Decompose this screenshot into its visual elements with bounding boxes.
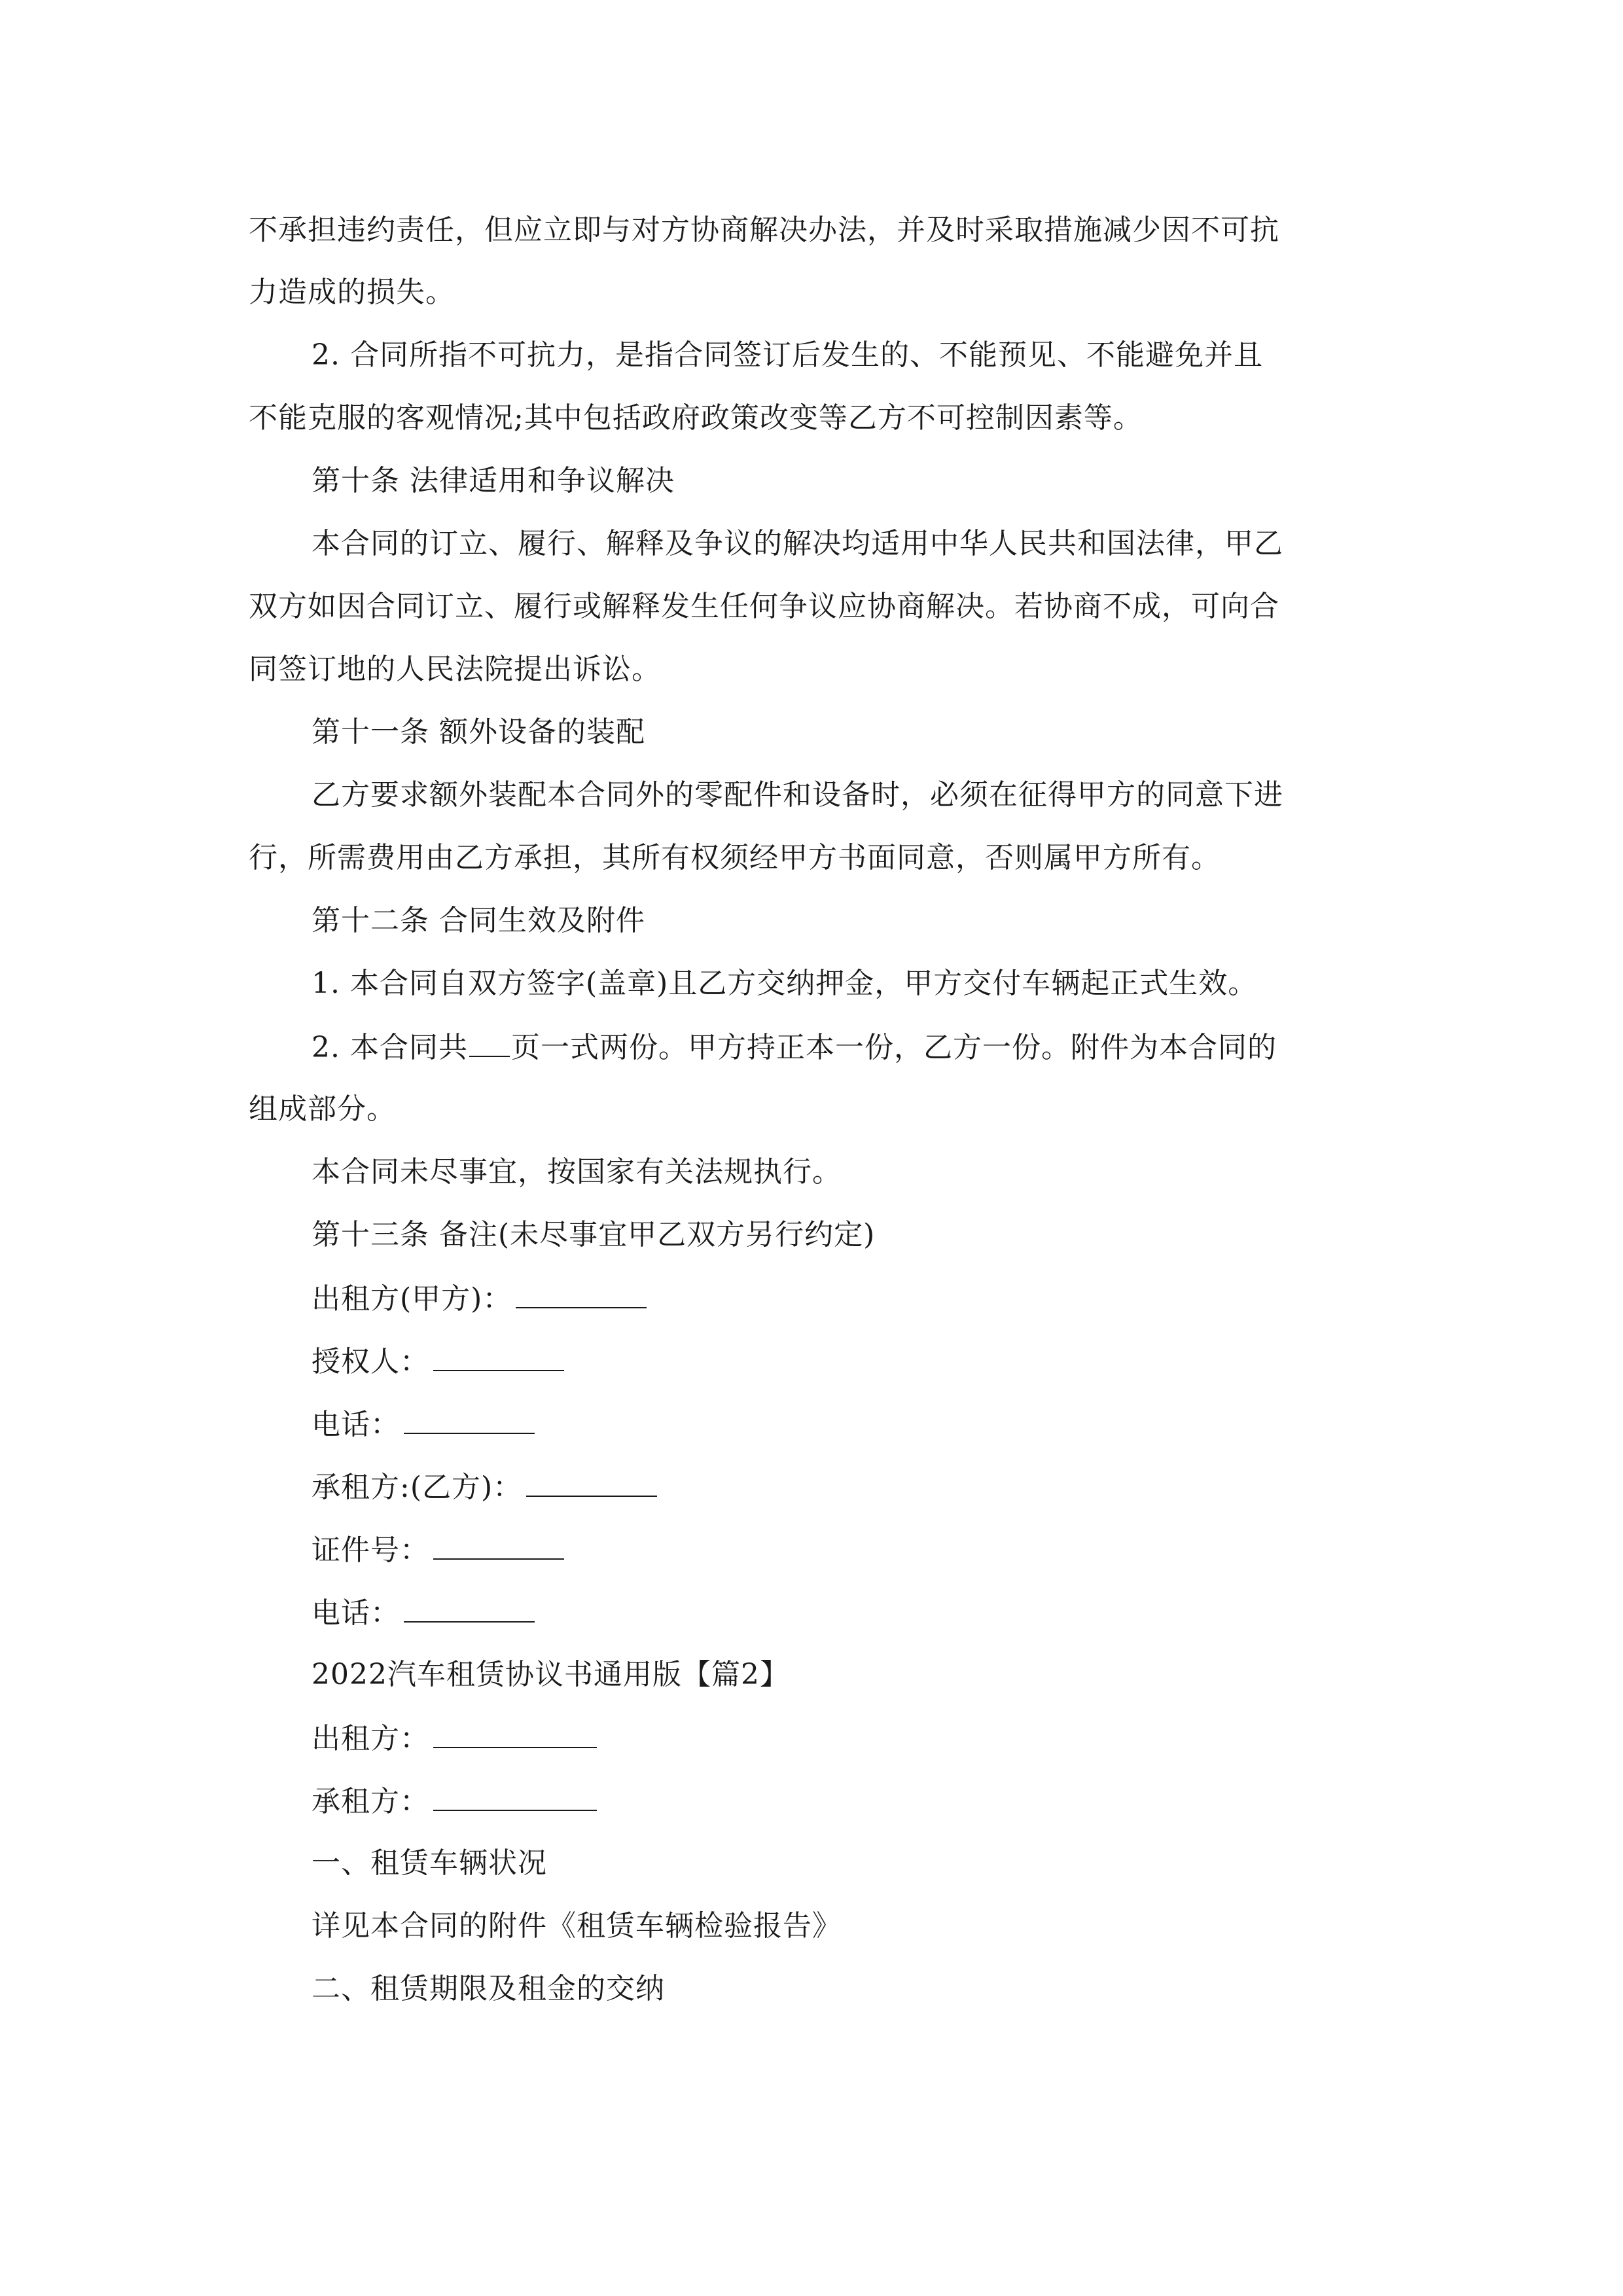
signature-field [312,1592,535,1633]
paragraph-line: 本合同的订立、履行、解释及争议的解决均适用中华人民共和国法律，甲乙 [312,527,1283,560]
paragraph-line: 行，所需费用由乙方承担，其所有权须经甲方书面同意，否则属甲方所有。 [249,841,1221,874]
field-label: 承租方:(乙方)： [312,1471,523,1504]
paragraph-line: 不承担违约责任，但应立即与对方协商解决办法，并及时采取措施减少因不可抗 [249,213,1279,247]
field-label: 出租方： [312,1722,429,1755]
field-label: 出租方(甲方)： [312,1282,512,1316]
fill-blank [404,1592,535,1623]
paragraph-line: 同签订地的人民法院提出诉讼。 [249,653,661,686]
section-heading: 第十一条 额外设备的装配 [312,715,645,749]
section-heading: 第十二条 合同生效及附件 [312,904,645,937]
paragraph-line: 双方如因合同订立、履行或解释发生任何争议应协商解决。若协商不成，可向合 [249,590,1279,623]
signature-field [312,1404,535,1444]
paragraph-text: 页一式两份。甲方持正本一份，乙方一份。附件为本合同的 [510,1031,1277,1064]
section-heading: 一、租赁车辆状况 [312,1846,547,1880]
paragraph-text: 2. 本合同共 [312,1031,468,1064]
fill-blank [433,1341,564,1371]
page-count-blank [469,1027,510,1057]
field-label: 授权人： [312,1345,429,1378]
fill-blank [433,1781,597,1811]
field-label: 承租方： [312,1785,429,1818]
signature-field [312,1467,657,1507]
section-heading: 二、租赁期限及租金的交纳 [312,1972,665,2005]
field-label: 证件号： [312,1534,429,1567]
paragraph-line: 本合同未尽事宜，按国家有关法规执行。 [312,1155,842,1189]
field-label: 电话： [312,1408,400,1441]
paragraph-line: 乙方要求额外装配本合同外的零配件和设备时，必须在征得甲方的同意下进 [312,778,1283,812]
signature-field [312,1278,647,1319]
section-heading: 第十三条 备注(未尽事宜甲乙双方另行约定) [312,1218,876,1251]
party-field [312,1781,597,1821]
paragraph-line: 2. 合同所指不可抗力，是指合同签订后发生的、不能预见、不能避免并且 [312,338,1263,372]
party-field [312,1718,597,1759]
article-title: 2022汽车租赁协议书通用版【篇2】 [312,1658,789,1691]
fill-blank [433,1530,564,1560]
signature-field [312,1341,564,1382]
paragraph-line: 组成部分。 [249,1092,396,1126]
paragraph-line: 1. 本合同自双方签字(盖章)且乙方交纳押金，甲方交付车辆起正式生效。 [312,967,1258,1000]
paragraph-line: 力造成的损失。 [249,276,455,309]
paragraph-line [312,1027,1277,1067]
fill-blank [433,1718,597,1748]
signature-field [312,1530,564,1570]
field-label: 电话： [312,1596,400,1630]
paragraph-line: 不能克服的客观情况;其中包括政府政策改变等乙方不可控制因素等。 [249,401,1143,435]
fill-blank [516,1278,647,1308]
fill-blank [404,1404,535,1434]
fill-blank [526,1467,657,1497]
section-heading: 第十条 法律适用和争议解决 [312,464,675,497]
paragraph-line: 详见本合同的附件《租赁车辆检验报告》 [312,1909,842,1943]
